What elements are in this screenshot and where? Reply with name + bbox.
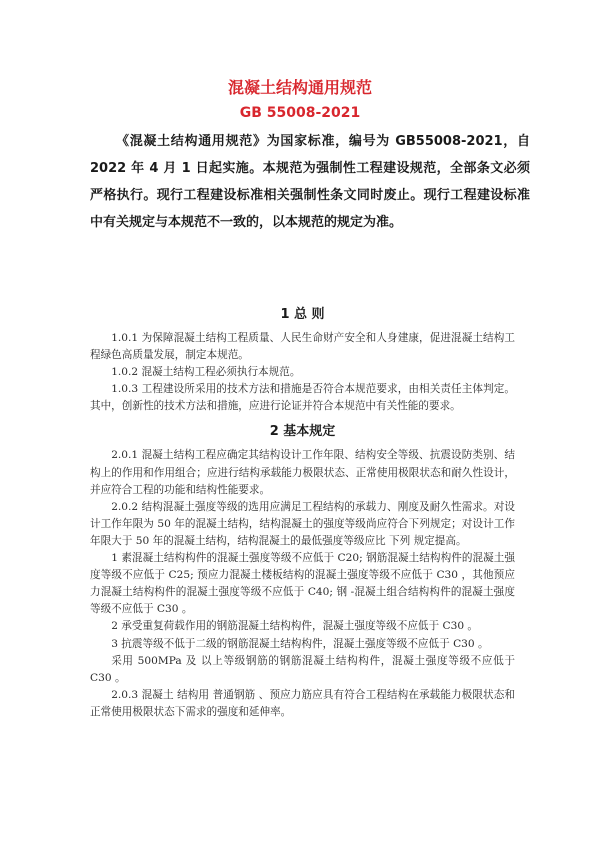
- enforcement-notice: 《混凝土结构通用规范》为国家标准，编号为 GB55008-2021，自 2022 年 4 月 1 日起实施。本规范为强制性工程建设规范，全部条文必须严格执行。现行工程建设标准相关强制性条文同时废止。现行工程建设标准中有关规定与本规范不一致的，以本规范的规定为准。: [90, 134, 530, 230]
- section-heading: 1 总 则: [280, 307, 325, 322]
- document-body: [90, 304, 515, 721]
- standard-code: GB 55008-2021: [239, 105, 361, 121]
- clause-paragraph: 2.0.3 混凝土 结构用 普通钢筋 、预应力筋应具有符合工程结构在承载能力极限状态和正常使用极限状态下需求的强度和延伸率。: [90, 688, 515, 718]
- clause-paragraph: 1 素混凝土结构构件的混凝土强度等级不应低于 C20; 钢筋混凝土结构构件的混凝土强度等级不应低于 C25; 预应力混凝土楼板结构的混凝土强度等级不应低于 C30 ，其他预应力混凝土结构构件的混凝土强度等级不应低于 C40; 钢 -混凝土组合结构构件的混凝土强度等级不应低于 C30 。: [90, 552, 515, 616]
- clause-paragraph: 2.0.2 结构混凝土强度等级的选用应满足工程结构的承载力、刚度及耐久性需求。对设计工作年限为 50 年的混凝土结构，结构混凝土的强度等级尚应符合下列规定；对设计工作年限大于 50 年的混凝土结构，结构混凝土的最低强度等级应比 下列 规定提高。: [90, 500, 515, 547]
- clause-paragraph: 1.0.1 为保障混凝土结构工程质量、人民生命财产安全和人身建康，促进混凝土结构工程绿色高质量发展，制定本规范。: [90, 332, 515, 362]
- clause-paragraph: 采用 500MPa 及 以上等级钢筋的钢筋混凝土结构构件，混凝土强度等级不应低于 C30 。: [90, 654, 515, 684]
- clause-paragraph: 3 抗震等级不低于二级的钢筋混凝土结构构件，混凝土强度等级不应低于 C30 。: [111, 637, 489, 650]
- document-title: 混凝土结构通用规范: [227, 78, 372, 97]
- clause-paragraph: 2 承受重复荷载作用的钢筋混凝土结构构件，混凝土强度等级不应低于 C30 。: [111, 620, 479, 633]
- clause-paragraph: 2.0.1 混凝土结构工程应确定其结构设计工作年限、结构安全等级、抗震设防类别、结构上的作用和作用组合；应进行结构承载能力极限状态、正常使用极限状态和耐久性设计，并应符合工程的功能和结构性能要求。: [90, 449, 515, 496]
- section-heading: 2 基本规定: [269, 424, 336, 440]
- clause-paragraph: 1.0.2 混凝土结构工程必须执行本规范。: [111, 366, 301, 379]
- clause-paragraph: 1.0.3 工程建设所采用的技术方法和措施是否符合本规范要求，由相关责任主体判定。其中，创新性的技术方法和措施，应进行论证并符合本规范中有关性能的要求。: [90, 383, 515, 413]
